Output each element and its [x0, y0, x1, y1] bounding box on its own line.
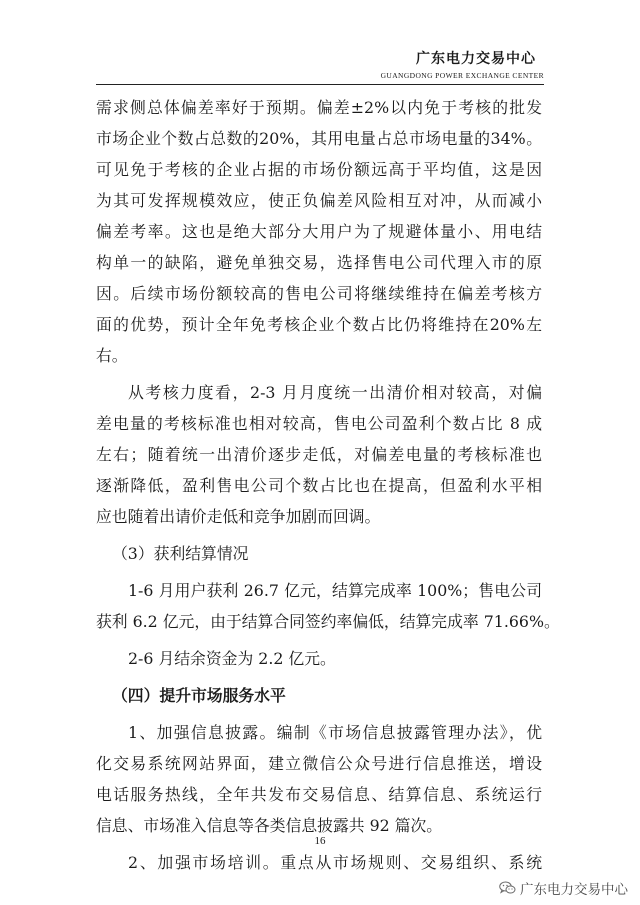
text-line: 可见免于考核的企业占据的市场份额远高于平均值，这是因 [96, 160, 542, 179]
text-line: 1-6 月用户获利 26.7 亿元，结算完成率 100%；售电公司 [128, 581, 542, 600]
text-line: （四）提升市场服务水平 [112, 686, 286, 705]
text-line: 化交易系统网站界面，建立微信公众号进行信息推送，增设 [96, 754, 542, 773]
text-line: 需求侧总体偏差率好于预期。偏差±2%以内免于考核的批发 [96, 98, 542, 117]
text-line: 左右；随着统一出清价逐步走低，对偏差电量的考核标准也 [96, 445, 542, 464]
text-line: 构单一的缺陷，避免单独交易，选择售电公司代理入市的原 [96, 253, 542, 272]
text-line: 逐渐降低，盈利售电公司个数占比也在提高，但盈利水平相 [96, 476, 542, 495]
text-line: 2-6 月结余资金为 2.2 亿元。 [128, 649, 336, 668]
paragraph-market-training [96, 847, 542, 878]
text-line: 从考核力度看，2-3 月月度统一出清价相对较高，对偏 [128, 383, 542, 402]
wechat-account-name: 广东电力交易中心 [520, 882, 628, 898]
text-line: 因。后续市场份额较高的售电公司将继续维持在偏差考核方 [96, 284, 542, 303]
text-line: 1、加强信息披露。编制《市场信息披露管理办法》，优 [128, 723, 542, 742]
org-name-en: GUANGDONG POWER EXCHANGE CENTER [380, 71, 544, 80]
text-line: 应也随着出请价走低和竞争加剧而回调。 [96, 507, 381, 526]
page-number: 16 [314, 835, 326, 847]
text-line: 右。 [96, 346, 128, 365]
paragraph-settlement [96, 575, 560, 637]
org-name-cn: 广东电力交易中心 [416, 51, 536, 67]
text-line: （3）获利结算情况 [112, 544, 249, 563]
text-line: 获利 6.2 亿元，由于结算合同签约率偏低，结算完成率 71.66%。 [96, 612, 560, 631]
text-line: 信息、市场准入信息等各类信息披露共 92 篇次。 [96, 816, 443, 835]
document-body [96, 92, 560, 878]
paragraph-info-disclosure [96, 717, 542, 841]
text-line: 为其可发挥规模效应，使正负偏差风险相互对冲，从而减小 [96, 191, 542, 210]
text-line: 市场企业个数占总数的20%，其用电量占总市场电量的34%。 [96, 129, 542, 148]
wechat-account-watermark [499, 878, 628, 898]
text-line: 偏差考率。这也是绝大部分大用户为了规避体量小、用电结 [96, 222, 542, 241]
text-line: 电话服务热线，全年共发布交易信息、结算信息、系统运行 [96, 785, 542, 804]
paragraph-assessment-strength [96, 377, 542, 532]
text-line: 面的优势，预计全年免考核企业个数占比仍将维持在20%左 [96, 315, 542, 334]
wechat-icon [499, 881, 516, 895]
header-rule [96, 84, 544, 85]
paragraph-deviation-rate [96, 92, 542, 371]
section-heading-market-service [96, 680, 542, 711]
text-line: 2、加强市场培训。重点从市场规则、交易组织、系统 [128, 853, 542, 872]
text-line: 差电量的考核标准也相对较高，售电公司盈利个数占比 8 成 [96, 414, 542, 433]
paragraph-surplus-funds [96, 643, 542, 674]
document-header [381, 48, 544, 80]
subheading-settlement [96, 538, 542, 569]
